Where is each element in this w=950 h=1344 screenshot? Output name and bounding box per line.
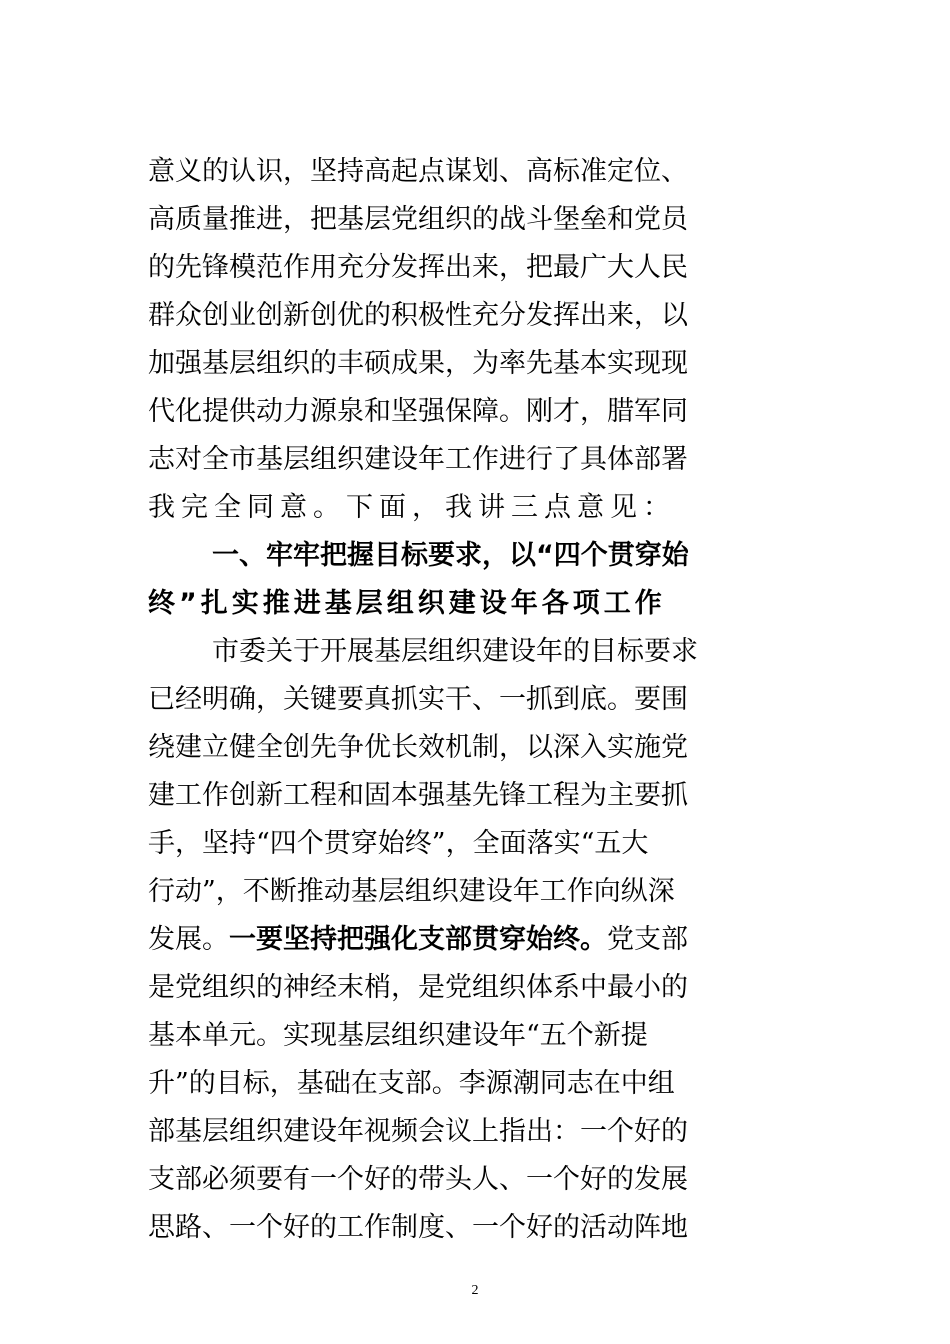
text-line: 高质量推进，把基层党组织的战斗堡垒和党员 xyxy=(148,204,688,235)
text-line: 代化提供动力源泉和坚强保障。刚才，腊军同 xyxy=(148,396,688,427)
bold-lead-sentence: 一要坚持把强化支部贯穿始终。 xyxy=(229,924,607,955)
page-number: 2 xyxy=(471,1283,479,1298)
text-line: 支部必须要有一个好的带头人、一个好的发展 xyxy=(148,1164,688,1195)
text-line: 的先锋模范作用充分发挥出来，把最广大人民 xyxy=(148,252,688,283)
text-line: 行动”，不断推动基层组织建设年工作向纵深 xyxy=(148,876,675,907)
section-heading-line: 终”扎实推进基层组织建设年各项工作 xyxy=(148,588,666,619)
text-line: 手，坚持“四个贯穿始终”，全面落实“五大 xyxy=(148,828,649,859)
text-line: 我完全同意。下面，我讲三点意见： xyxy=(148,492,676,523)
text-line: 升”的目标，基础在支部。李源潮同志在中组 xyxy=(148,1068,675,1099)
text-line: 意义的认识，坚持高起点谋划、高标准定位、 xyxy=(148,156,688,187)
text-line: 是党组织的神经末梢，是党组织体系中最小的 xyxy=(148,972,688,1003)
text-segment: 发展。 xyxy=(148,924,229,955)
text-line: 加强基层组织的丰硕成果，为率先基本实现现 xyxy=(148,348,688,379)
text-line: 基本单元。实现基层组织建设年“五个新提 xyxy=(148,1020,648,1051)
text-line: 群众创业创新创优的积极性充分发挥出来，以 xyxy=(148,300,688,331)
text-line: 思路、一个好的工作制度、一个好的活动阵地 xyxy=(148,1212,688,1243)
text-line: 部基层组织建设年视频会议上指出：一个好的 xyxy=(148,1116,688,1147)
text-line: 已经明确，关键要真抓实干、一抓到底。要围 xyxy=(148,684,688,715)
section-heading-line: 一、牢牢把握目标要求，以“四个贯穿始 xyxy=(212,540,689,571)
text-line: 建工作创新工程和固本强基先锋工程为主要抓 xyxy=(148,780,688,811)
text-line: 志对全市基层组织建设年工作进行了具体部署 xyxy=(148,444,688,475)
body-text xyxy=(148,148,818,1252)
text-line: 绕建立健全创先争优长效机制，以深入实施党 xyxy=(148,732,688,763)
text-line-mixed xyxy=(148,916,818,964)
text-line: 市委关于开展基层组织建设年的目标要求 xyxy=(212,636,698,667)
text-segment: 党支部 xyxy=(607,924,688,955)
